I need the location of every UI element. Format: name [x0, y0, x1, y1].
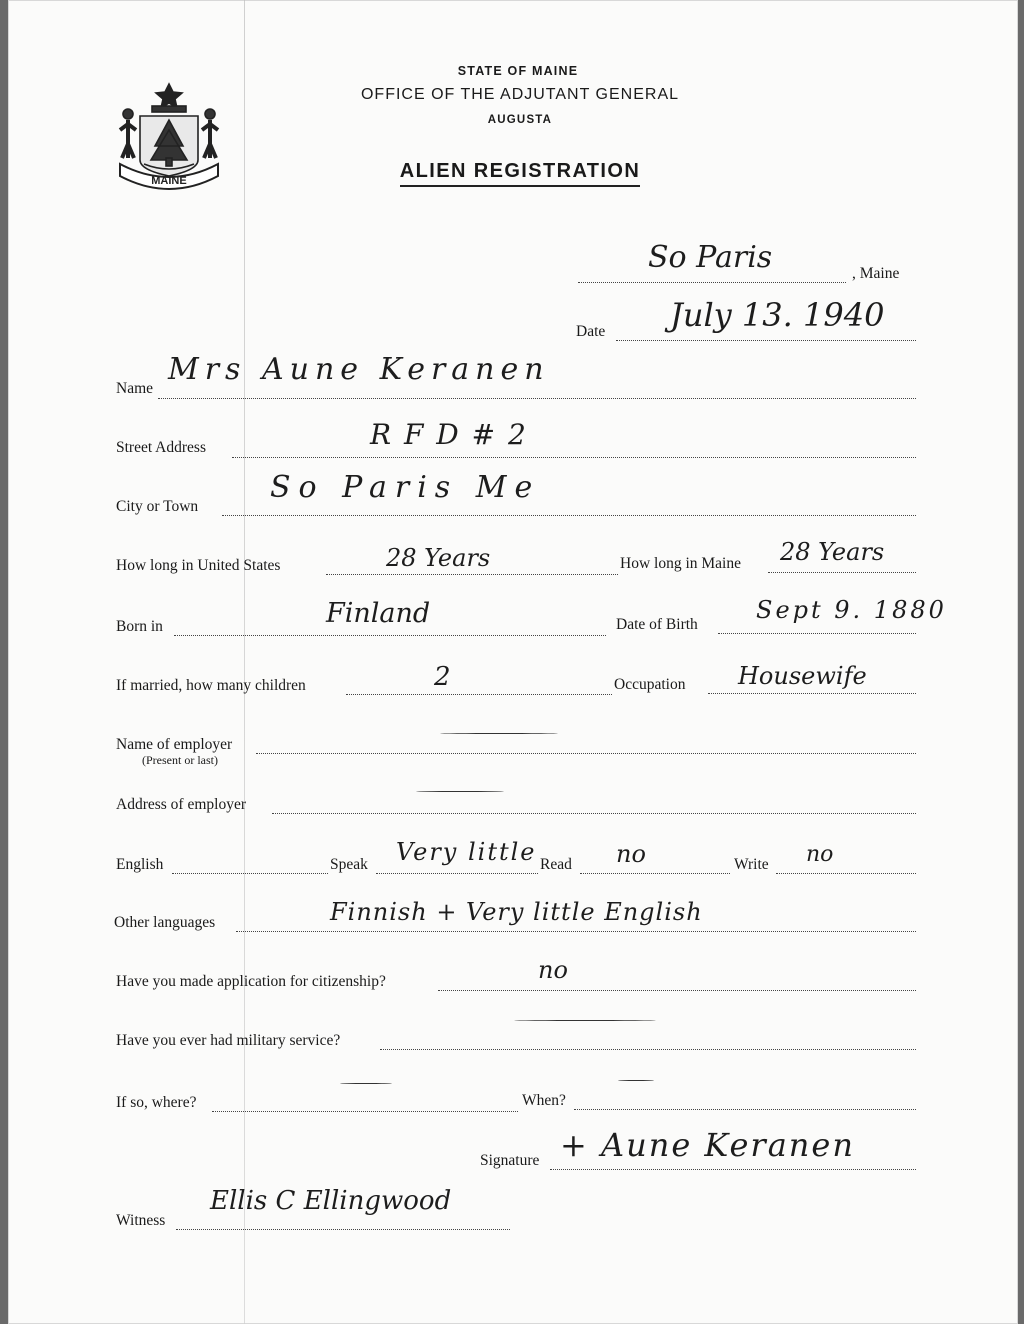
write-label: Write	[734, 856, 769, 873]
when-dash	[618, 1080, 654, 1081]
speak-label: Speak	[330, 856, 368, 873]
employer-dash	[440, 733, 558, 734]
employer-line	[256, 752, 916, 754]
date-label: Date	[576, 323, 606, 340]
born-in-label: Born in	[116, 618, 163, 635]
header-city: AUGUSTA	[487, 114, 553, 126]
witness-entry: Ellis C Ellingwood	[210, 1186, 452, 1216]
header-state: STATE OF MAINE	[457, 64, 579, 78]
occupation-label: Occupation	[614, 676, 686, 693]
other-languages-line	[236, 930, 916, 932]
speak-entry: Very little	[396, 838, 537, 866]
place-line	[578, 281, 846, 283]
signature-label: Signature	[480, 1152, 540, 1169]
employer-address-line	[272, 812, 916, 814]
how-long-us-label: How long in United States	[116, 557, 281, 574]
where-label: If so, where?	[116, 1094, 197, 1111]
how-long-maine-entry: 28 Years	[780, 538, 885, 566]
how-long-us-entry: 28 Years	[386, 544, 491, 572]
when-label: When?	[522, 1092, 566, 1109]
place-suffix-label: , Maine	[852, 265, 900, 282]
dob-entry: Sept 9. 1880	[756, 596, 947, 624]
street-label: Street Address	[116, 439, 206, 456]
signature-line	[550, 1168, 916, 1170]
english-label: English	[116, 856, 164, 873]
witness-line	[176, 1228, 510, 1230]
city-line	[222, 514, 916, 516]
read-label: Read	[540, 856, 572, 873]
english-line	[172, 872, 328, 874]
how-long-maine-line	[768, 571, 916, 573]
place-entry: So Paris	[648, 240, 773, 275]
occupation-entry: Housewife	[738, 662, 867, 690]
city-label: City or Town	[116, 498, 199, 515]
how-long-maine-label: How long in Maine	[620, 555, 741, 572]
military-line	[380, 1048, 916, 1050]
born-in-entry: Finland	[326, 598, 431, 629]
citizenship-entry: no	[538, 956, 568, 984]
citizenship-line	[438, 989, 916, 991]
name-line	[158, 397, 916, 399]
dob-line	[718, 632, 916, 634]
dob-label: Date of Birth	[616, 616, 698, 633]
name-entry: Mrs Aune Keranen	[168, 352, 550, 387]
seal-text: MAINE	[151, 175, 187, 187]
read-entry: no	[616, 840, 646, 868]
where-line	[212, 1110, 518, 1112]
employer-sub-label: (Present or last)	[142, 753, 218, 767]
name-label: Name	[116, 380, 154, 397]
witness-label: Witness	[116, 1212, 166, 1229]
speak-line	[376, 872, 538, 874]
citizenship-label: Have you made application for citizenship?	[116, 973, 386, 990]
employer-label: Name of employer	[116, 736, 233, 753]
date-line	[616, 339, 916, 341]
born-in-line	[174, 634, 606, 636]
city-entry: So Paris Me	[270, 470, 541, 505]
military-label: Have you ever had military service?	[116, 1032, 341, 1049]
street-line	[232, 456, 916, 458]
write-line	[776, 872, 916, 874]
children-label: If married, how many children	[116, 677, 306, 694]
how-long-us-line	[326, 573, 618, 575]
other-languages-entry: Finnish + Very little English	[330, 898, 703, 926]
children-line	[346, 693, 612, 695]
children-entry: 2	[434, 662, 451, 692]
employer-address-dash	[416, 791, 504, 792]
read-line	[580, 872, 730, 874]
date-entry: July 13. 1940	[670, 296, 885, 334]
employer-address-label: Address of employer	[116, 796, 246, 813]
form-title-text: ALIEN REGISTRATION	[400, 160, 640, 187]
where-dash	[340, 1083, 392, 1084]
fold-line	[244, 0, 245, 1324]
street-entry: R F D # 2	[370, 418, 528, 451]
military-dash	[514, 1020, 656, 1021]
form-title	[8, 160, 1024, 183]
header-office: OFFICE OF THE ADJUTANT GENERAL	[360, 86, 680, 103]
other-languages-label: Other languages	[114, 914, 216, 931]
occupation-line	[708, 692, 916, 694]
write-entry: no	[806, 842, 834, 867]
signature-entry: + Aune Keranen	[560, 1126, 855, 1164]
when-line	[574, 1108, 916, 1110]
